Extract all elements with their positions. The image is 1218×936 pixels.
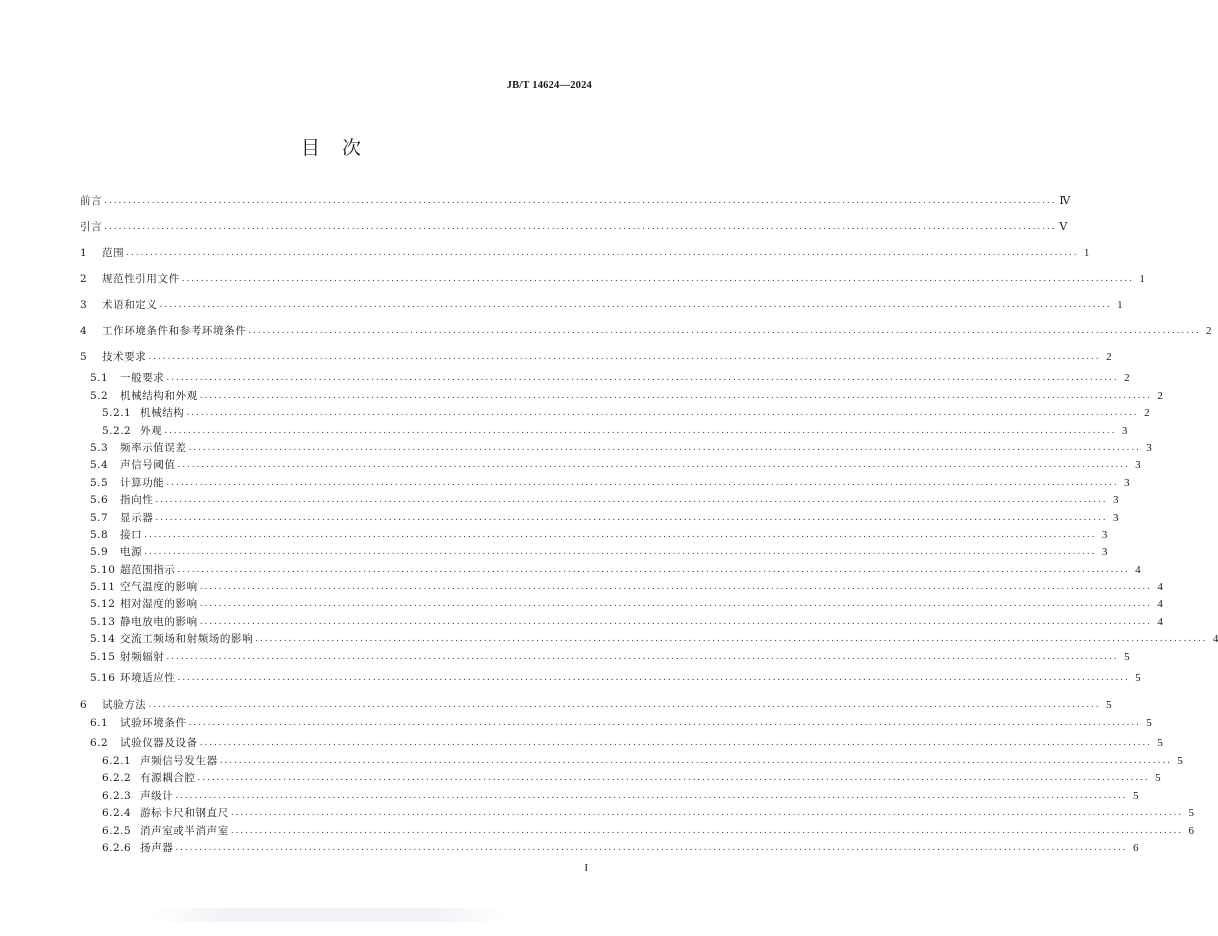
page-title: 目次	[300, 137, 383, 159]
toc-entry[interactable]	[90, 457, 1141, 473]
toc-entry-number: 3	[80, 299, 88, 311]
toc-entry[interactable]	[90, 388, 1163, 404]
toc-leader-dots: ........................................................................................................................................................................................................	[199, 617, 1152, 627]
toc-entry[interactable]	[90, 596, 1163, 612]
toc-leader-dots: ........................................................................................................................................................................................................	[188, 718, 1141, 728]
toc-entry-label: 电源	[120, 546, 143, 558]
toc-entry-page: 3	[1101, 529, 1108, 541]
toc-entry[interactable]	[90, 370, 1130, 386]
toc-entry[interactable]	[90, 631, 1218, 647]
toc-entry-number: 6.2.5	[102, 825, 132, 837]
toc-entry-page: 5	[1132, 790, 1139, 802]
toc-leader-dots: ........................................................................................................................................................................................................	[188, 443, 1141, 453]
toc-entry-page: 5	[1155, 772, 1161, 784]
toc-entry-page: 4	[1135, 564, 1141, 576]
toc-entry-label: 静电放电的影响	[120, 616, 198, 628]
toc-entry[interactable]	[80, 193, 1071, 209]
toc-entry[interactable]	[90, 562, 1141, 578]
toc-leader-dots: ........................................................................................................................................................................................................	[144, 530, 1097, 540]
toc-entry-page: 3	[1124, 477, 1130, 489]
toc-leader-dots: ........................................................................................................................................................................................................	[219, 756, 1172, 766]
toc-entry[interactable]	[102, 423, 1128, 439]
toc-entry-label: 接口	[120, 529, 143, 541]
toc-leader-dots: ........................................................................................................................................................................................................	[199, 582, 1152, 592]
toc-entry-page: 5	[1157, 737, 1163, 749]
toc-entry-label: 超范围指示	[120, 564, 176, 576]
toc-entry-page: 6	[1132, 842, 1139, 854]
toc-leader-dots: ........................................................................................................................................................................................................	[166, 652, 1119, 662]
toc-leader-dots: ........................................................................................................................................................................................................	[197, 773, 1150, 783]
toc-entry-page: 5	[1177, 755, 1183, 767]
toc-entry-number: 6.2	[90, 737, 109, 749]
toc-entry-page: 5	[1188, 807, 1194, 819]
toc-entry-page: 5	[1106, 699, 1112, 711]
toc-entry[interactable]	[80, 219, 1068, 235]
toc-leader-dots: ........................................................................................................................................................................................................	[148, 352, 1101, 362]
toc-leader-dots: ........................................................................................................................................................................................................	[155, 513, 1108, 523]
toc-entry-page: 5	[1135, 672, 1141, 684]
toc-entry[interactable]	[90, 735, 1163, 751]
toc-entry-label: 试验仪器及设备	[120, 737, 198, 749]
toc-entry-page: 5	[1124, 651, 1130, 663]
toc-entry-number: 6.2.6	[102, 842, 132, 854]
toc-leader-dots: ........................................................................................................................................................................................................	[199, 391, 1152, 401]
toc-leader-dots: ........................................................................................................................................................................................................	[166, 478, 1119, 488]
toc-leader-dots: ........................................................................................................................................................................................................	[248, 326, 1201, 336]
toc-entry-number: 4	[80, 325, 88, 337]
toc-entry[interactable]	[80, 271, 1145, 287]
toc-entry-number: 1	[80, 247, 88, 259]
toc-entry-label: 术语和定义	[102, 299, 158, 311]
toc-entry-number: 6.2.4	[102, 807, 132, 819]
toc-leader-dots: ........................................................................................................................................................................................................	[199, 738, 1152, 748]
toc-entry[interactable]	[90, 527, 1108, 543]
toc-entry[interactable]	[80, 349, 1112, 365]
toc-entry-number: 5.9	[90, 546, 109, 558]
toc-entry-label: 计算功能	[120, 477, 165, 489]
toc-entry-label: 工作环境条件和参考环境条件	[102, 325, 247, 337]
toc-leader-dots: ........................................................................................................................................................................................................	[164, 426, 1117, 436]
toc-entry-number: 5.16	[90, 672, 116, 684]
toc-entry-number: 5.3	[90, 442, 109, 454]
toc-entry-page: 3	[1112, 512, 1119, 524]
toc-entry-label: 扬声器	[140, 842, 174, 854]
toc-entry-label: 相对湿度的影响	[120, 598, 198, 610]
toc-entry[interactable]	[102, 405, 1150, 421]
document-code: JB/T 14624—2024	[506, 80, 592, 91]
toc-entry-label: 环境适应性	[120, 672, 176, 684]
toc-entry[interactable]	[80, 323, 1212, 339]
toc-entry-number: 5.7	[90, 512, 109, 524]
toc-entry-label: 范围	[102, 247, 125, 259]
toc-leader-dots: ........................................................................................................................................................................................................	[126, 248, 1079, 258]
page-number: I	[584, 862, 588, 874]
toc-entry-page: 4	[1157, 616, 1163, 628]
toc-leader-dots: ........................................................................................................................................................................................................	[186, 408, 1139, 418]
toc-entry-label: 声信号阈值	[120, 459, 176, 471]
toc-entry[interactable]	[102, 788, 1139, 804]
toc-entry[interactable]	[90, 492, 1119, 508]
toc-entry[interactable]	[102, 823, 1194, 839]
toc-leader-dots: ........................................................................................................................................................................................................	[255, 634, 1208, 644]
toc-entry-number: 5.11	[90, 581, 116, 593]
toc-entry-label: 试验方法	[102, 699, 147, 711]
toc-entry-number: 5.6	[90, 494, 109, 506]
toc-entry[interactable]	[80, 697, 1112, 713]
toc-entry-label: 规范性引用文件	[102, 273, 180, 285]
toc-entry-page: 3	[1121, 425, 1128, 437]
toc-entry-page: 2	[1144, 407, 1150, 419]
toc-entry-page: 3	[1135, 459, 1141, 471]
toc-leader-dots: ........................................................................................................................................................................................................	[230, 826, 1183, 836]
toc-leader-dots: ........................................................................................................................................................................................................	[159, 300, 1112, 310]
toc-entry[interactable]	[90, 715, 1152, 731]
toc-entry-label: 有源耦合腔	[140, 772, 196, 784]
toc-entry-label: 游标卡尺和钢直尺	[140, 807, 229, 819]
toc-leader-dots: ........................................................................................................................................................................................................	[175, 791, 1128, 801]
toc-entry-page: 2	[1106, 351, 1112, 363]
toc-entry[interactable]	[90, 440, 1152, 456]
toc-entry-page: 5	[1146, 717, 1152, 729]
toc-leader-dots: ........................................................................................................................................................................................................	[177, 565, 1130, 575]
toc-entry-page: 4	[1157, 598, 1163, 610]
toc-entry-page: 2	[1124, 372, 1130, 384]
toc-entry-number: 5.4	[90, 459, 109, 471]
toc-entry-number: 2	[80, 273, 88, 285]
toc-entry-page: 1	[1083, 247, 1090, 259]
toc-entry-page: 1	[1117, 299, 1123, 311]
toc-leader-dots: ........................................................................................................................................................................................................	[104, 196, 1057, 206]
toc-entry-label: 引言	[80, 221, 103, 233]
toc-entry[interactable]	[102, 753, 1183, 769]
toc-entry-number: 6	[80, 699, 88, 711]
toc-entry-number: 6.1	[90, 717, 109, 729]
toc-entry-page: 1	[1139, 273, 1145, 285]
toc-entry-label: 声频信号发生器	[140, 755, 218, 767]
toc-entry-page: 4	[1157, 581, 1163, 593]
toc-entry[interactable]	[80, 297, 1123, 313]
toc-entry-number: 6.2.2	[102, 772, 132, 784]
toc-entry-label: 频率示值误差	[120, 442, 187, 454]
toc-entry-label: 外观	[140, 425, 163, 437]
toc-leader-dots: ........................................................................................................................................................................................................	[175, 843, 1128, 853]
toc-entry[interactable]	[80, 245, 1090, 261]
toc-entry-number: 6.2.3	[102, 790, 132, 802]
toc-entry-page: 2	[1205, 325, 1212, 337]
toc-entry-number: 5.10	[90, 564, 116, 576]
toc-entry[interactable]	[90, 614, 1163, 630]
toc-entry[interactable]	[102, 770, 1161, 786]
toc-leader-dots: ........................................................................................................................................................................................................	[166, 373, 1119, 383]
toc-entry-number: 5.8	[90, 529, 109, 541]
toc-entry-label: 空气温度的影响	[120, 581, 198, 593]
toc-entry-label: 试验环境条件	[120, 717, 187, 729]
toc-entry[interactable]	[102, 840, 1139, 856]
toc-entry-number: 6.2.1	[102, 755, 132, 767]
toc-entry[interactable]	[90, 544, 1108, 560]
toc-entry[interactable]	[102, 805, 1194, 821]
toc-entry-number: 5.2	[90, 390, 109, 402]
toc-entry-label: 交流工频场和射频场的影响	[120, 633, 254, 645]
toc-entry[interactable]	[90, 579, 1163, 595]
footer-watermark	[150, 908, 510, 922]
toc-leader-dots: ........................................................................................................................................................................................................	[144, 547, 1097, 557]
toc-entry-label: 前言	[80, 195, 103, 207]
toc-entry-label: 声级计	[140, 790, 174, 802]
toc-entry-page: 3	[1112, 494, 1119, 506]
toc-entry-label: 机械结构	[140, 407, 185, 419]
toc-leader-dots: ........................................................................................................................................................................................................	[104, 222, 1057, 232]
toc-entry-label: 机械结构和外观	[120, 390, 198, 402]
toc-entry-number: 5.1	[90, 372, 109, 384]
toc-leader-dots: ........................................................................................................................................................................................................	[181, 274, 1134, 284]
toc-entry-label: 技术要求	[102, 351, 147, 363]
toc-entry-page: 3	[1146, 442, 1152, 454]
toc-entry[interactable]	[90, 475, 1130, 491]
toc-entry-page: 6	[1188, 825, 1194, 837]
toc-leader-dots: ........................................................................................................................................................................................................	[199, 599, 1152, 609]
toc-entry-number: 5.2.1	[102, 407, 132, 419]
toc-entry-label: 一般要求	[120, 372, 165, 384]
toc-entry[interactable]	[90, 510, 1119, 526]
toc-entry-number: 5.5	[90, 477, 109, 489]
toc-leader-dots: ........................................................................................................................................................................................................	[148, 700, 1101, 710]
toc-entry-number: 5.14	[90, 633, 116, 645]
toc-entry-page: 2	[1157, 390, 1163, 402]
toc-entry-label: 消声室或半消声室	[140, 825, 229, 837]
toc-entry-label: 指向性	[120, 494, 154, 506]
toc-entry-number: 5	[80, 351, 88, 363]
toc-entry-page: 4	[1212, 633, 1218, 645]
toc-leader-dots: ........................................................................................................................................................................................................	[155, 495, 1108, 505]
toc-leader-dots: ........................................................................................................................................................................................................	[177, 460, 1130, 470]
toc-entry[interactable]	[90, 670, 1141, 686]
toc-entry-number: 5.2.2	[102, 425, 132, 437]
toc-entry[interactable]	[90, 649, 1130, 665]
toc-entry-number: 5.13	[90, 616, 116, 628]
toc-entry-number: 5.15	[90, 651, 116, 663]
toc-entry-page: Ⅳ	[1059, 195, 1071, 207]
toc-entry-page: Ⅴ	[1059, 221, 1068, 233]
toc-leader-dots: ........................................................................................................................................................................................................	[230, 808, 1183, 818]
toc-entry-number: 5.12	[90, 598, 116, 610]
toc-entry-label: 显示器	[120, 512, 154, 524]
toc-leader-dots: ........................................................................................................................................................................................................	[177, 673, 1130, 683]
toc-entry-label: 射频辐射	[120, 651, 165, 663]
toc-entry-page: 3	[1101, 546, 1108, 558]
